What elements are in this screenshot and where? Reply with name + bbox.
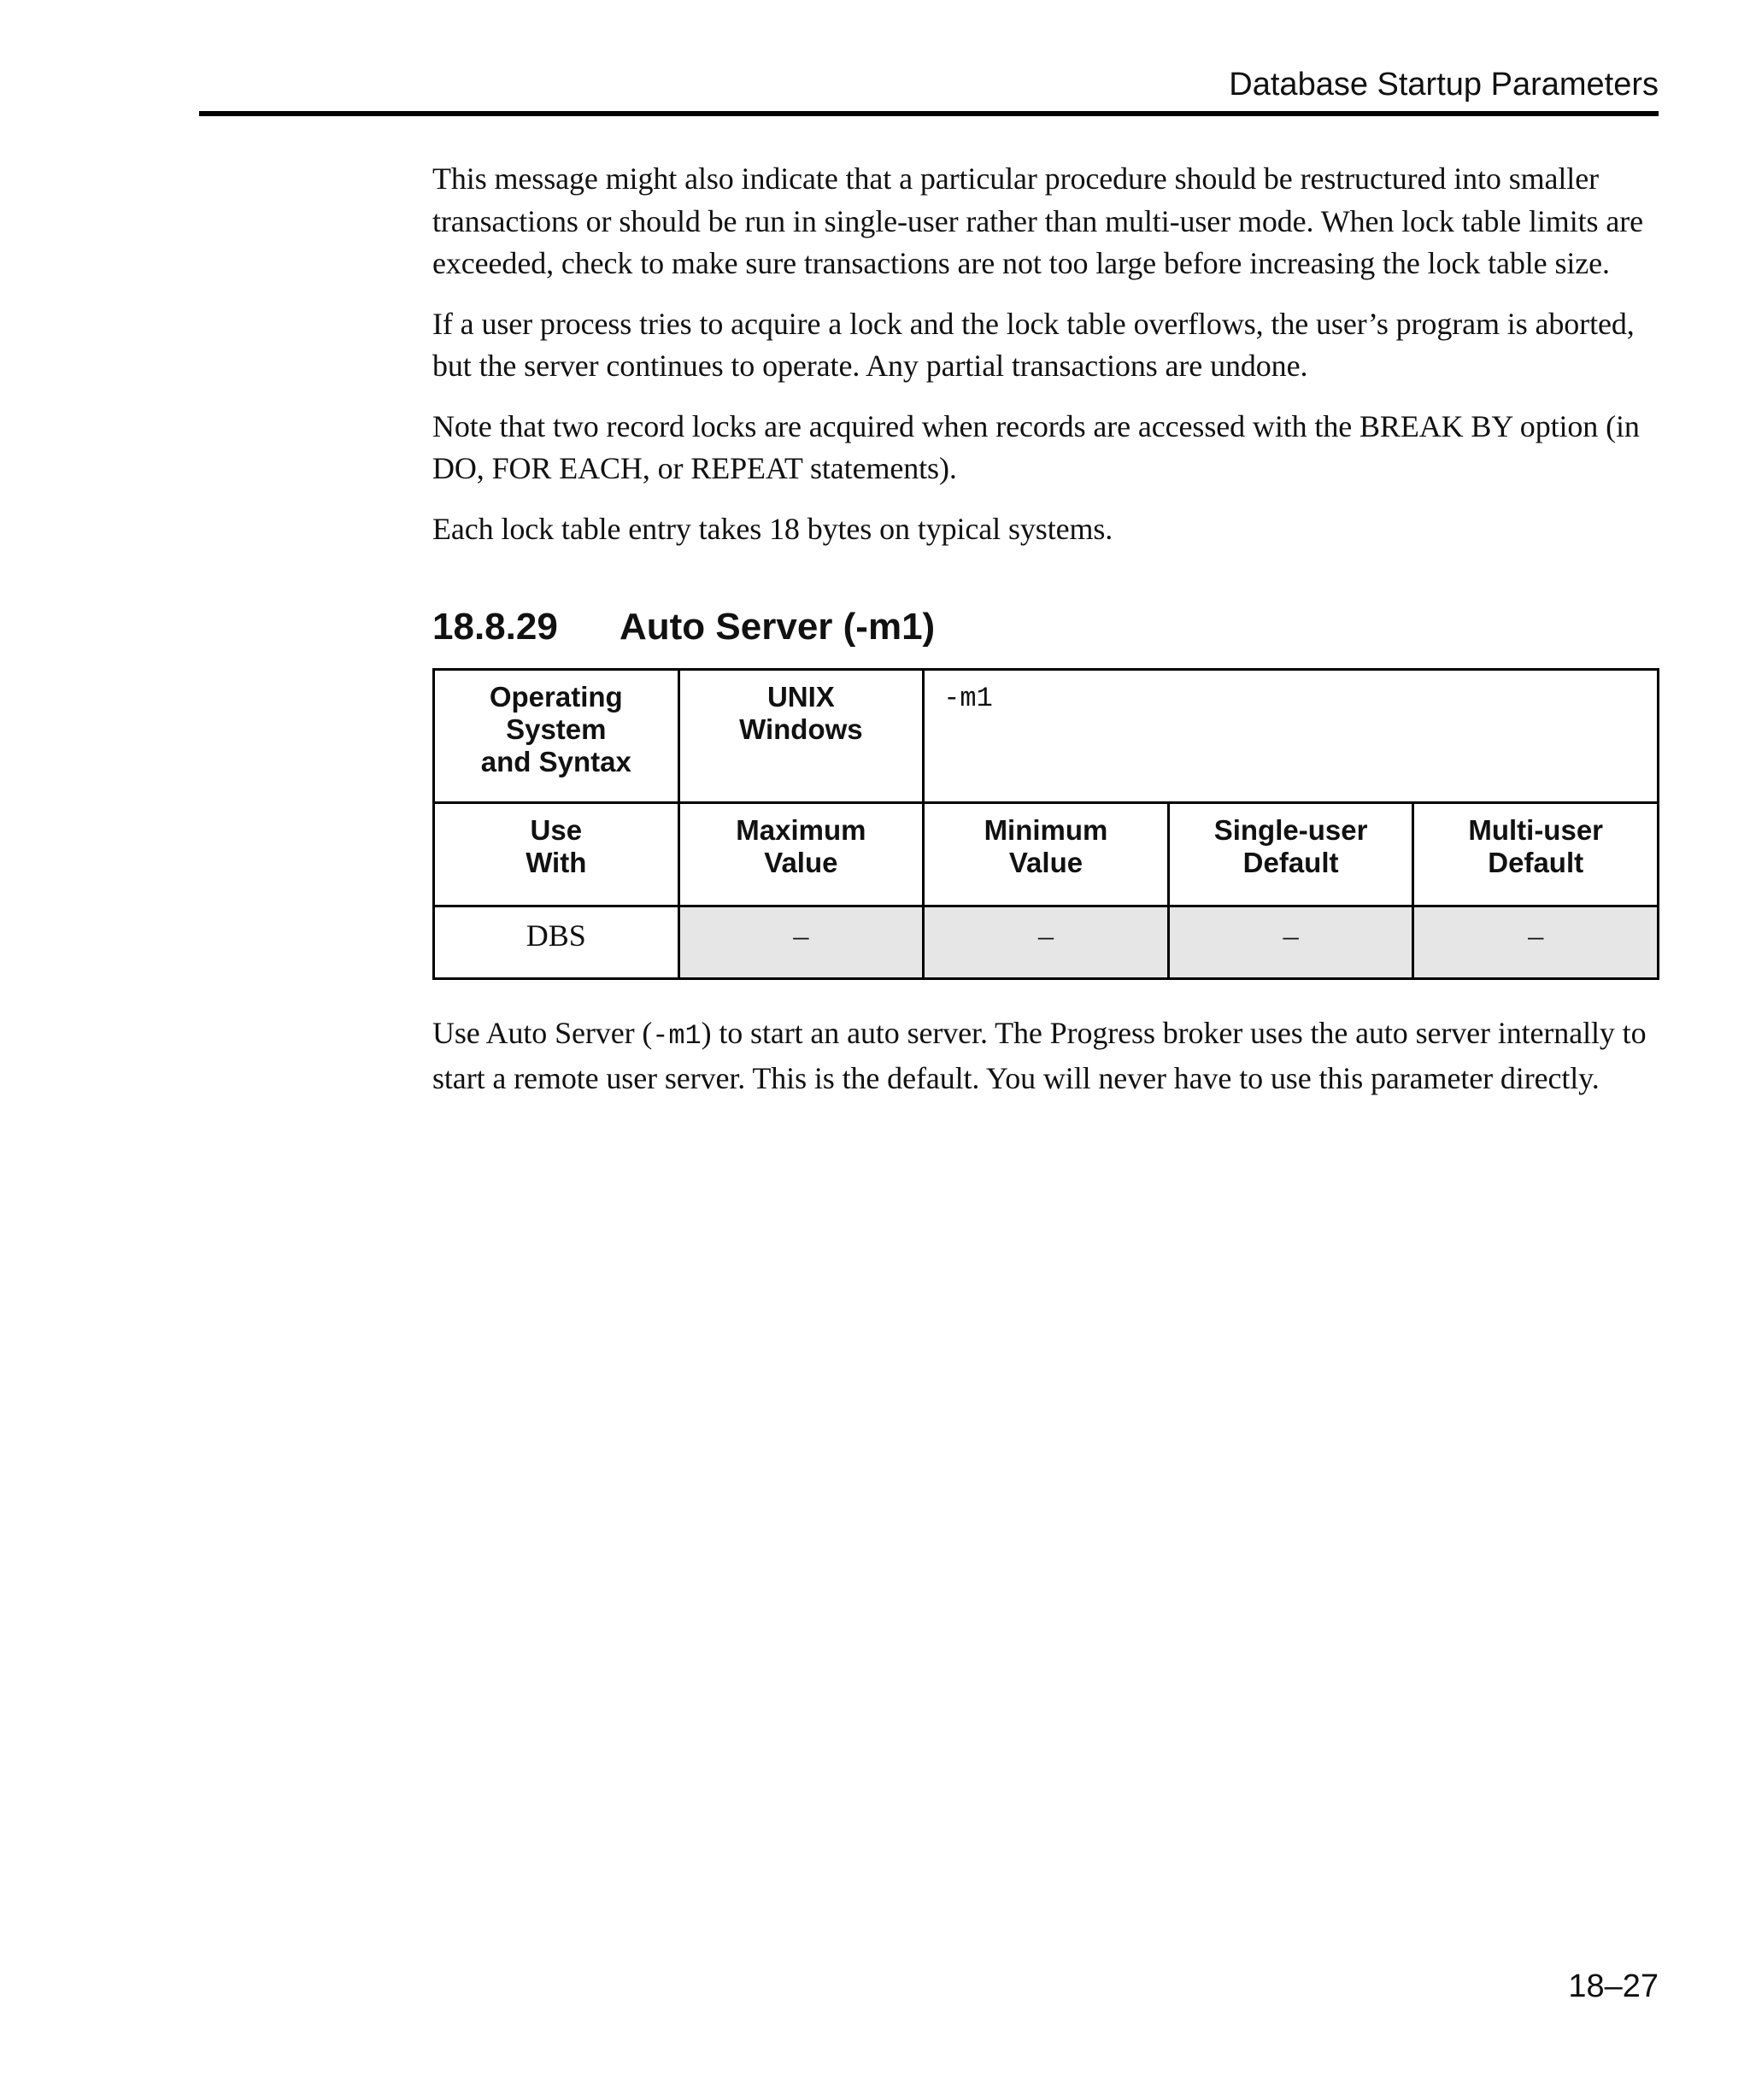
header-line: Default [1488, 847, 1584, 878]
os-value-unix: UNIX [766, 681, 835, 713]
paragraph-restructure: This message might also indicate that a particular procedure should be restructured into smaller transactions or should be run in single-user rather than multi-user mode. When lock table limits are exceeded, check to make sure transactions are not too large before increasing the lock table size. [432, 161, 1643, 280]
paragraph-lock-overflow: If a user process tries to acquire a lock and the lock table overflows, the user’s program is aborted, but the server continues to operate. Any partial transactions are undone. [432, 306, 1635, 383]
maximum-value: – [678, 906, 924, 979]
paragraph-break-by: Note that two record locks are acquired when records are accessed with the BREAK BY option (in DO, FOR EACH, or REPEAT statements). [432, 408, 1640, 485]
syntax-cell: -m1 [924, 670, 1659, 803]
paragraph-entry-size: Each lock table entry takes 18 bytes on typical systems. [432, 511, 1113, 546]
header-line: Value [764, 847, 838, 878]
use-with-value: DBS [434, 906, 679, 979]
page-number: 18–27 [1568, 1968, 1659, 2004]
paragraph-auto-server [432, 1012, 1659, 1100]
inline-code: -m1 [652, 1020, 702, 1052]
header-line: Value [1008, 847, 1083, 878]
single-user-default-value: – [1168, 906, 1413, 979]
header-line: With [526, 847, 587, 878]
section-title: Auto Server (-m1) [620, 606, 936, 648]
os-label-line: and Syntax [480, 746, 631, 777]
closing-text-start: Use Auto Server ( [432, 1016, 653, 1050]
header-minimum-value [924, 803, 1169, 906]
os-syntax-label-cell [434, 670, 679, 803]
header-line: Multi-user [1468, 814, 1604, 846]
header-line: Minimum [984, 814, 1108, 846]
table-row-syntax [434, 670, 1659, 803]
minimum-value: – [924, 906, 1169, 979]
table-row-values [434, 906, 1659, 979]
os-values-cell [678, 670, 924, 803]
header-line: Maximum [736, 814, 866, 846]
parameter-table [432, 668, 1659, 980]
os-label-line: System [506, 713, 607, 745]
header-rule [199, 111, 1659, 116]
header-line: Default [1242, 847, 1339, 878]
header-line: Single-user [1213, 814, 1368, 846]
running-header: Database Startup Parameters [1229, 67, 1659, 103]
header-use-with [434, 803, 679, 906]
os-value-windows: Windows [739, 713, 863, 745]
header-line: Use [530, 814, 583, 846]
closing-text-end: ) to start an auto server. The Progress broker uses the auto server internally to start a remote user server. This is the default. You will never have to use this parameter directly. [432, 1016, 1647, 1095]
header-maximum-value [678, 803, 924, 906]
page-content [432, 158, 1659, 1117]
multi-user-default-value: – [1413, 906, 1659, 979]
header-single-user-default [1168, 803, 1413, 906]
header-multi-user-default [1413, 803, 1659, 906]
section-number: 18.8.29 [432, 606, 558, 648]
table-row-headers [434, 803, 1659, 906]
section-heading [432, 603, 1659, 651]
os-label-line: Operating [489, 681, 623, 713]
